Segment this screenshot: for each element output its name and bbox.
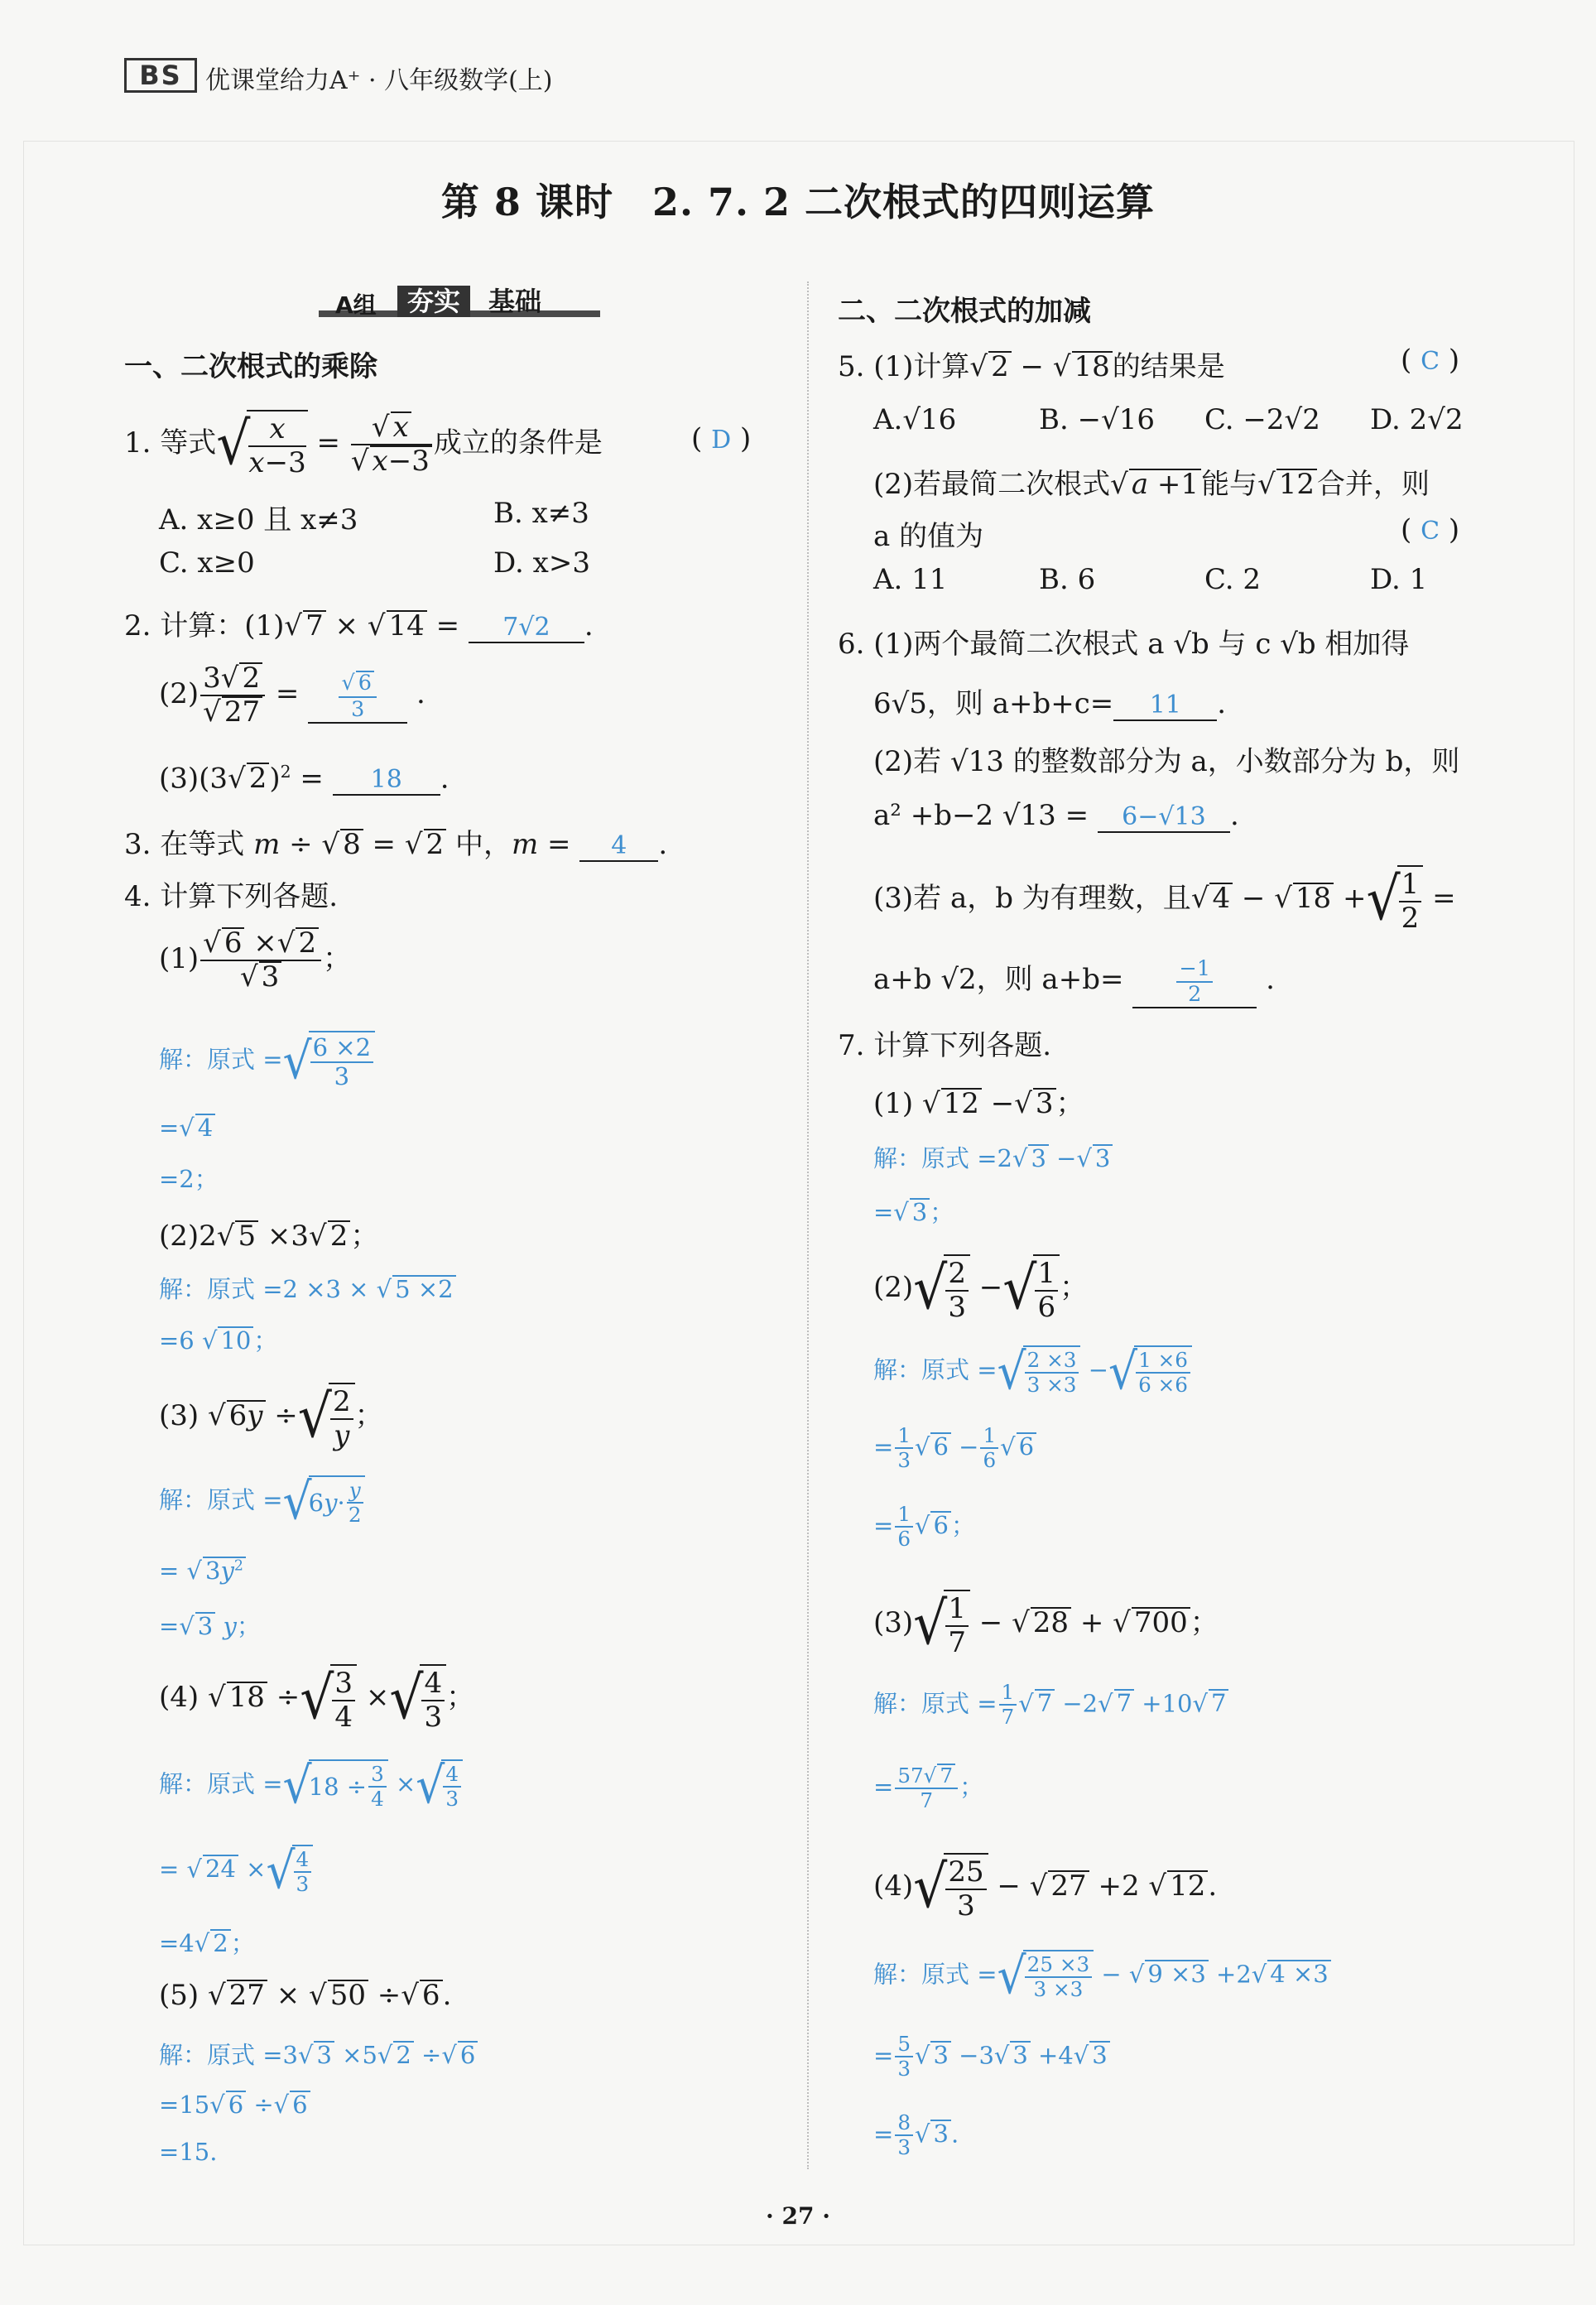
q7-4-solution-step-1: 解：原式 =√ $\frac{25 \times 3}{3 \times 3}$ − √ 9 ×3 +2√ 4 ×3: [873, 1950, 1331, 2002]
q7-3-solution-step-1: 解：原式 = $\frac{1}{7}$ √ 7 −2√ 7 +10√ 7: [873, 1681, 1228, 1730]
q4-1-solution-step-2: =√ 4: [159, 1114, 215, 1142]
question-6-1-cont: 6√5，则 a+b+c= 11 .: [873, 687, 1227, 720]
q4-1-solution-step-3: =2；: [159, 1165, 219, 1193]
q4-part-3: (3) √ 6y ÷√ $\frac{2}{y}$ ；: [159, 1382, 383, 1453]
q5-1-option-a: A.√16: [873, 403, 957, 436]
q4-part-1: (1) $\frac{√ 6 \times√ 2}{√ 3}$ ；: [159, 926, 352, 994]
q4-part-5: (5) √ 27 × √ 50 ÷√ 6.: [159, 1979, 452, 2012]
q4-3-solution-step-3: =√ 3 y；: [159, 1612, 261, 1640]
q1-option-b: B. x≠3: [493, 497, 589, 530]
question-2-1: 2. 计算：(1)√ 7 × √ 14 = 7√2 .: [124, 609, 594, 642]
q1-answer: D: [711, 426, 732, 455]
question-6-3: (3)若 a，b 为有理数，且√ 4 − √ 18 +√ $\frac{1}{2}$ =: [873, 864, 1456, 936]
question-4: 4. 计算下列各题.: [124, 880, 339, 913]
q7-4-solution-step-3: = $\frac{8}{3}$ √ 3 .: [873, 2110, 959, 2160]
q5-1-answer-paren: ( C ): [1401, 344, 1460, 377]
q7-4-solution-step-2: = $\frac{5}{3}$ √ 3 −3√ 3 +4√ 3: [873, 2033, 1110, 2081]
q4-2-solution-step-1: 解：原式 =2 ×3 × √ 5 ×2: [159, 1271, 456, 1305]
q4-3-solution-step-2: = √ $3y^2$: [159, 1557, 246, 1585]
q5-1-option-d: D. 2√2: [1370, 403, 1464, 436]
q4-4-solution-step-2: = √ 24 ×√ $\frac{4}{3}$: [159, 1845, 313, 1897]
q4-4-solution-step-3: =4√ 2 ；: [159, 1929, 255, 1957]
q1-answer-paren: ( D ): [691, 422, 752, 455]
q5-2-answer-paren: ( C ): [1401, 513, 1460, 546]
question-5-2: (2)若最简二次根式√ a +1能与√ 12合并，则: [873, 468, 1430, 501]
q7-2-solution-step-2: = $\frac{1}{3}$ √ 6 − $\frac{1}{6}$ √ 6: [873, 1424, 1036, 1473]
q4-part-4: (4) √ 18 ÷√ $\frac{3}{4}$ ×√ $\frac{4}{3}$ ；: [159, 1663, 475, 1735]
book-header: 优课堂给力A⁺ · 八年级数学(上): [205, 66, 553, 95]
q5-2-option-d: D. 1: [1370, 563, 1428, 596]
lesson-title: 第 8 课时 2. 7. 2 二次根式的四则运算: [440, 180, 1156, 224]
q5-2-option-c: C. 2: [1204, 563, 1262, 596]
question-6-2-cont: a² +b−2 √13 = 6−√13 .: [873, 799, 1239, 832]
q5-2-option-a: A. 11: [873, 563, 948, 596]
q7-part-4: (4)√ $\frac{25}{3}$ − √ 27 +2 √ 12.: [873, 1852, 1218, 1923]
question-2-2: (2) $\frac{3√ 2}{√ 27}$ = $\frac{√ 6}{3}$ .: [159, 662, 425, 729]
question-5-1: 5. (1)计算√ 2 − √ 18的结果是: [838, 350, 1225, 383]
section-heading-2: 二、二次根式的加减: [838, 295, 1091, 328]
q7-3-solution-step-2: = $\frac{57√ 7}{7}$ ；: [873, 1764, 984, 1813]
q4-3-solution-step-1: 解：原式 =√6 y · $\frac{y}{2}$: [159, 1475, 365, 1528]
q7-1-solution-step-2: =√ 3 ；: [873, 1198, 954, 1226]
q5-1-option-b: B. −√16: [1039, 403, 1156, 436]
question-6-3-cont: a+b √2，则 a+b= $\frac{-1}{2}$ .: [873, 956, 1275, 1008]
question-2-3: (3)(3√ 2)$^2$ = 18 .: [159, 762, 449, 796]
q1-option-a: A. x≥0 且 x≠3: [159, 503, 358, 537]
q4-5-solution-step-2: =15√ 6 ÷√ 6: [159, 2091, 310, 2119]
question-7: 7. 计算下列各题.: [838, 1029, 1052, 1062]
q5-2-answer: C: [1421, 517, 1440, 546]
q4-1-solution-step-1: 解：原式 =√ $\frac{6 \times 2}{3}$: [159, 1031, 375, 1091]
q7-2-solution-step-1: 解：原式 =√ $\frac{2 \times 3}{3 \times 3}$ −√ $\frac{1 \times 6}{6 \times 6}$: [873, 1345, 1192, 1398]
q7-part-3: (3)√ $\frac{1}{7}$ − √ 28 + √ 700；: [873, 1589, 1219, 1660]
group-banner: [319, 286, 600, 324]
question-6-1: 6. (1)两个最简二次根式 a √b 与 c √b 相加得: [838, 628, 1410, 661]
question-1: 1. 等式√ $\frac{x}{x-3}$ = $\frac{√ x}{√ x-3}$ 成立的条件是: [124, 409, 603, 480]
banner-rest: 基础: [488, 286, 542, 317]
banner-highlight: 夯实: [397, 286, 470, 317]
publisher-logo: BS: [124, 58, 197, 93]
q5-1-option-c: C. −2√2: [1204, 403, 1320, 436]
q5-2-option-b: B. 6: [1039, 563, 1096, 596]
q7-1-solution-step-1: 解：原式 =2√ 3 −√ 3: [873, 1140, 1113, 1174]
page-number: · 27 ·: [766, 2202, 830, 2230]
q1-option-c: C. x≥0: [159, 546, 255, 580]
q4-4-solution-step-1: 解：原式 =√18 ÷ $\frac{3}{4}$ ×√ $\frac{4}{3}$: [159, 1759, 463, 1812]
banner-group: A组: [335, 291, 377, 319]
q7-2-solution-step-3: = $\frac{1}{6}$ √ 6 ；: [873, 1502, 975, 1552]
q4-2-solution-step-2: =6 √ 10 ；: [159, 1326, 278, 1355]
q1-option-d: D. x>3: [493, 546, 590, 580]
q7-part-1: (1) √ 12 −√ 3；: [873, 1087, 1084, 1120]
q4-part-2: (2)2√ 5 ×3√ 2；: [159, 1220, 379, 1253]
question-5-2-cont: a 的值为: [873, 520, 984, 553]
question-6-2: (2)若 √13 的整数部分为 a，小数部分为 b，则: [873, 745, 1460, 778]
question-3: 3. 在等式 m ÷ √ 8 = √ 2 中，m = 4 .: [124, 828, 668, 861]
q7-part-2: (2)√ $\frac{2}{3}$ −√ $\frac{1}{6}$ ；: [873, 1254, 1089, 1325]
q4-5-solution-step-3: =15.: [159, 2138, 218, 2166]
q5-1-answer: C: [1421, 347, 1440, 376]
q4-5-solution-step-1: 解：原式 =3√ 3 ×5√ 2 ÷√ 6: [159, 2037, 478, 2071]
section-heading-1: 一、二次根式的乘除: [124, 350, 377, 383]
column-divider: [807, 282, 809, 2169]
